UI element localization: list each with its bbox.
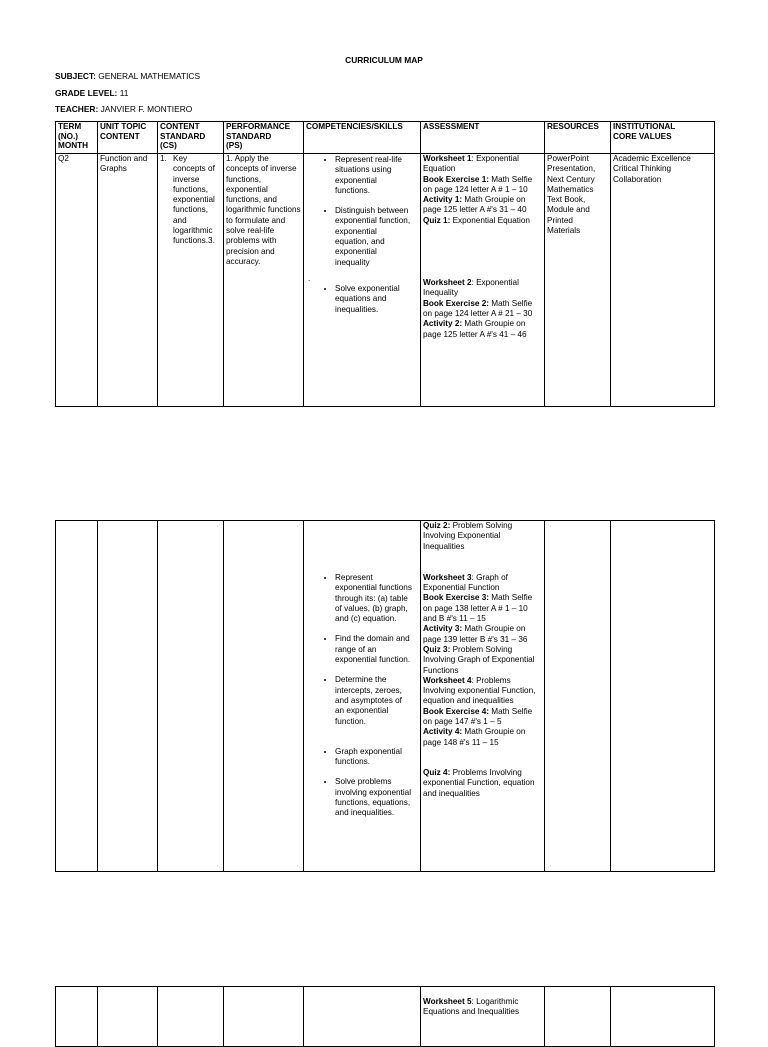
header-performance-standard: PERFORMANCE STANDARD (PS) xyxy=(224,122,304,154)
competency-list xyxy=(306,155,418,268)
assessment-item: Quiz 3: Problem Solving Involving Graph of Exponential Functions xyxy=(423,644,535,675)
cs-text: Key concepts of inverse functions, exponential functions, and logarithmic functions.3. xyxy=(173,154,215,246)
assessment-cell xyxy=(421,154,545,407)
grade-line xyxy=(55,88,128,98)
list-item: • Solve exponential equations and inequalities. xyxy=(335,284,418,315)
table-row xyxy=(56,987,715,1047)
teacher-label: TEACHER: xyxy=(55,104,99,114)
header-row xyxy=(56,122,715,154)
assessment-item: Worksheet 5: Logarithmic Equations and Inequalities xyxy=(423,997,520,1017)
content-standard-cell xyxy=(158,521,224,872)
subject-label: SUBJECT: xyxy=(55,71,96,81)
grade-value: 11 xyxy=(119,88,129,98)
assessment-item: Worksheet 3: Graph of Exponential Function xyxy=(423,572,508,593)
assessment-cell xyxy=(421,521,545,872)
teacher-line xyxy=(55,104,192,114)
performance-standard-cell xyxy=(224,987,304,1047)
list-item: • Represent exponential functions through its: (a) table of values, (b) graph, and (c) equation. xyxy=(335,573,418,624)
assessment-item: Quiz 4: Problems Involving exponential Function, equation and inequalities xyxy=(423,767,535,798)
subject-line xyxy=(55,71,200,81)
core-value: Academic Excellence xyxy=(613,154,691,163)
list-item: • Represent real-life situations using exponential functions. xyxy=(335,155,418,196)
resources-cell xyxy=(545,987,611,1047)
assessment-cell xyxy=(421,987,545,1047)
header-resources: RESOURCES xyxy=(545,122,611,154)
assessment-item: Quiz 2: Problem Solving Involving Exponential Inequalities xyxy=(423,521,513,551)
teacher-value: JANVIER F. MONTIERO xyxy=(100,104,193,114)
assessment-item: Activity 3: Math Groupie on page 139 letter B #'s 31 – 36 xyxy=(423,624,528,644)
assessment-item: Book Exercise 2: Math Selfie on page 124 letter A # 21 – 30 xyxy=(423,298,533,318)
core-values-cell xyxy=(611,521,715,872)
core-values-cell xyxy=(611,987,715,1047)
unit-topic-cell xyxy=(98,521,158,872)
term-cell xyxy=(56,521,98,872)
header-content-standard: CONTENT STANDARD (CS) xyxy=(158,122,224,154)
header-assessment: ASSESSMENT xyxy=(421,122,545,154)
competency-list xyxy=(306,284,418,315)
performance-standard-cell: 1. Apply the concepts of inverse functions, exponential functions, and logarithmic functions to formulate and solve real-life problems with precision and accuracy. xyxy=(224,154,304,407)
competencies-cell xyxy=(304,987,421,1047)
assessment-item: Activity 1: Math Groupie on page 125 letter A #'s 31 – 40 xyxy=(423,195,527,215)
header-unit-topic: UNIT TOPIC CONTENT xyxy=(98,122,158,154)
assessment-item: Activity 2: Math Groupie on page 125 letter A #'s 41 – 46 xyxy=(423,319,527,339)
assessment-item: Activity 4: Math Groupie on page 148 #'s 11 – 15 xyxy=(423,727,526,747)
subject-value: GENERAL MATHEMATICS xyxy=(98,71,201,81)
table-row xyxy=(56,521,715,872)
assessment-item: Book Exercise 1: Math Selfie on page 124 letter A # 1 – 10 xyxy=(423,174,533,194)
assessment-item: Book Exercise 4: Math Selfie on page 147 #'s 1 – 5 xyxy=(423,706,533,727)
unit-topic-cell: Function and Graphs xyxy=(98,154,158,407)
document-title: CURRICULUM MAP xyxy=(345,55,423,65)
grade-label: GRADE LEVEL: xyxy=(55,88,118,98)
unit-topic-cell xyxy=(98,987,158,1047)
competencies-cell xyxy=(304,154,421,407)
curriculum-table-2 xyxy=(55,520,715,872)
resources-cell xyxy=(545,521,611,872)
term-cell xyxy=(56,987,98,1047)
assessment-item: Worksheet 1: Exponential Equation xyxy=(423,154,519,174)
core-value: Collaboration xyxy=(613,174,662,184)
core-value: Critical Thinking xyxy=(613,164,672,174)
resources-cell: PowerPoint Presentation, Next Century Mathematics Text Book, Module and Printed Materials xyxy=(545,154,611,407)
core-values-cell xyxy=(611,154,715,407)
competency-list xyxy=(306,573,418,819)
cs-number: 1. xyxy=(160,154,167,163)
list-item: • Find the domain and range of an exponential function. xyxy=(335,634,418,665)
list-item: • Distinguish between exponential function, exponential equation, and exponential inequality xyxy=(335,206,418,268)
assessment-item: Worksheet 2: Exponential Inequality xyxy=(423,278,519,298)
curriculum-table-1 xyxy=(55,121,715,407)
assessment-item: Worksheet 4: Problems Involving exponential Function, equation and inequalities xyxy=(423,675,536,706)
list-item: • Determine the intercepts, zeroes, and asymptotes of an exponential function. xyxy=(335,675,418,726)
stray-dot: . xyxy=(308,273,311,283)
term-cell: Q2 xyxy=(56,154,98,407)
assessment-item: Quiz 1: Exponential Equation xyxy=(423,215,530,225)
list-item: • Graph exponential functions. xyxy=(335,747,418,768)
performance-standard-cell xyxy=(224,521,304,872)
header-term: TERM (NO.) MONTH xyxy=(56,122,98,154)
competencies-cell xyxy=(304,521,421,872)
table-row xyxy=(56,154,715,407)
content-standard-cell xyxy=(158,987,224,1047)
curriculum-table-3 xyxy=(55,986,715,1047)
content-standard-cell xyxy=(158,154,224,407)
list-item: • Solve problems involving exponential functions, equations, and inequalities. xyxy=(335,777,418,818)
header-competencies: COMPETENCIES/SKILLS xyxy=(304,122,421,154)
header-core-values: INSTITUTIONAL CORE VALUES xyxy=(611,122,715,154)
assessment-item: Book Exercise 3: Math Selfie on page 138 letter A # 1 – 10 and B #'s 11 – 15 xyxy=(423,593,533,624)
